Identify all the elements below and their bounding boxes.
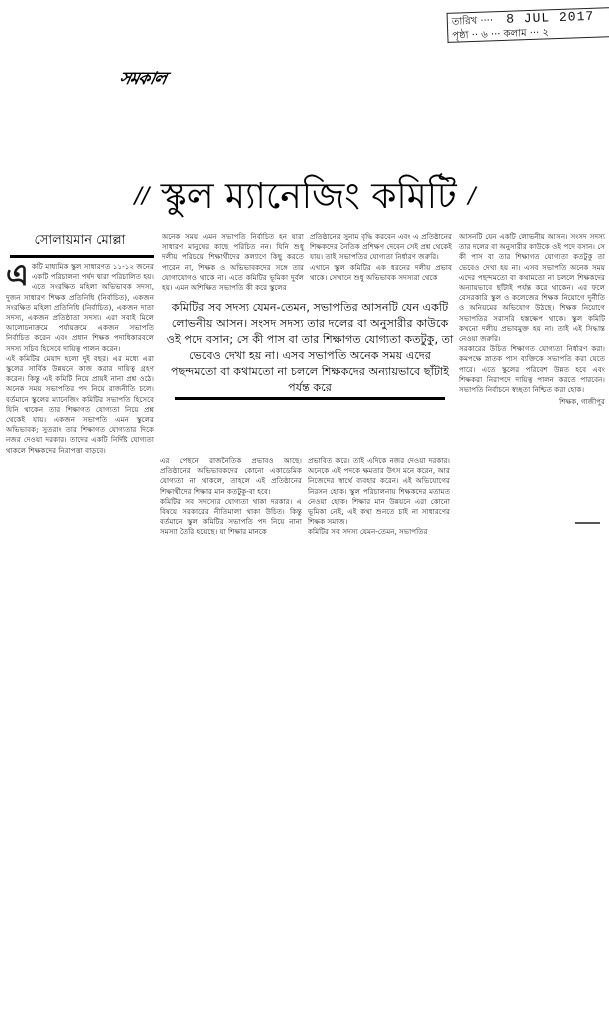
pull-quote-divider: [175, 397, 445, 400]
paragraph: একটি মাধ্যমিক স্কুল সাধারণত ১১-১২ জনের একটি পরিচালনা পর্ষদ দ্বারা পরিচালিত হয়। এতে সংরক্ষিত মহিলা অভিভাবক সদস্য, দুজন সাধারণ শিক্ষক প্রতিনিধি (নির্বাচিত), একজন সংরক্ষিত মহিলা প্রতিনিধি (নির্বাচিত), একজন দাতা সদস্য, একজন প্রতিষ্ঠাতা সদস্য। এরা সবাই মিলে আলোচনাক্রমে পর্যায়ক্রমে একজন সভাপতি নির্বাচিত করেন এবং প্রধান শিক্ষক পদাধিকারবলে সদস্য সচিব হিসেবে দায়িত্ব পালন করেন।: [6, 258, 154, 353]
article-column-3-top: [310, 232, 452, 283]
drop-cap: এ: [6, 258, 29, 293]
stamp-date-label: তারিখ: [451, 15, 478, 28]
paragraph: এখানে স্কুল কমিটির এক ধরনের দলীয় প্রভাব থাকে। সেখানে শুধু অভিভাবক সদস্যরা থেকে: [310, 262, 452, 282]
paragraph: এর পেছনে রাজনৈতিক প্রভাবও আছে। প্রতিষ্ঠানের অভিভাবকদের কোনো একাডেমিক যোগ্যতা না থাকলে, তাহলে এই প্রতিষ্ঠানের শিক্ষার্থীদের শিক্ষার মান কতটুকু-বা হবে।: [160, 456, 302, 496]
article-column-2-top: অনেক সময় এমন সভাপতি নির্বাচিত হন যারা সাধারণ মানুষের কাছে পরিচিত নন। যিনি শুধু দলীয় পরিচয়ে শিক্ষার্থীদের কল্যাণে কিছু করতে পারেন না, শিক্ষক ও অভিভাবকদের সঙ্গে তার যোগাযোগও থাকে না। এতে কমিটির ভূমিকা দুর্বল হয়। এমন অশিক্ষিত সভাপতি কী করে স্কুলের: [162, 232, 304, 293]
newspaper-masthead: সমকাল: [117, 69, 168, 89]
open-quote-mark: //: [134, 184, 150, 209]
stamp-page-label: পৃষ্ঠা: [452, 30, 469, 42]
stamp-column-value: ২: [542, 27, 550, 39]
paragraph: আসনটি যেন একটি লোভনীয় আসন। সংসদ সদস্য তার দলের বা অনুসারীর কাউকে ওই পদে বসান। সে কী পাস বা তার শিক্ষাগত যোগ্যতা কতটুকু তা ভেবেও দেখা হয় না। এসব সভাপতি অনেক সময় এদের পছন্দমতো বা কথামতো না চললে শিক্ষকদের অন্যায়ভাবে ছাঁটাই পর্যন্ত করে থাকেন। এর ফলে বেসরকারি স্কুল ও কলেজের শিক্ষক নিয়োগে দুর্নীতি ও অনিয়মের অভিযোগ উঠছে। শিক্ষক নিয়োগে সভাপতির সরাসরি হস্তক্ষেপ থাকে। স্কুল কমিটি কখনো দলীয় প্রভাবমুক্ত হয় না। তাই এই সিদ্ধান্ত নেওয়া জরুরি।: [459, 232, 605, 344]
paragraph: প্রতিষ্ঠানের সুনাম বৃদ্ধি করবেন এবং এ প্রতিষ্ঠানের শিক্ষকদের নৈতিক প্রশিক্ষণ দেবেন সেই প্রশ্ন থেকেই যায়। তাই সভাপতির যোগ্যতা নির্ধারণ জরুরি।: [310, 232, 452, 262]
byline-divider: [10, 255, 154, 258]
paragraph: কমিটির সব সদস্যের যোগ্যতা থাকা দরকার। এ বিষয়ে সরকারের নীতিমালা থাকা উচিত। কিন্তু বর্তমানে স্কুল কমিটির সভাপতি পদ নিয়ে নানা সমস্যা তৈরি হয়েছে। যা শিক্ষার মানকে: [160, 496, 302, 537]
author-signature: শিক্ষক, গাজীপুর: [559, 397, 605, 407]
article-column-3-bottom: [308, 456, 450, 538]
paragraph: সরকারের উচিত শিক্ষাগত যোগ্যতা নির্ধারণ করা। কমপক্ষে স্নাতক পাস ব্যক্তিকে সভাপতি করা যেতে পারে। এতে স্কুলের পরিবেশ উন্নত হবে এবং শিক্ষকরা নিরাপদে দায়িত্ব পালন করতে পারবেন। সভাপতি নির্বাচনে স্বচ্ছতা নিশ্চিত করা হোক।: [459, 344, 605, 395]
pull-quote: কমিটির সব সদস্য যেমন-তেমন, সভাপতির আসনটি যেন একটি লোভনীয় আসন। সংসদ সদস্য তার দলের বা অনুসারীর কাউকে ওই পদে বসান; সে কী পাস বা তার শিক্ষাগত যোগ্যতা কতটুকু, তা ভেবেও দেখা হয় না। এসব সভাপতি অনেক সময় এদের পছন্দমতো বা কথামতো না চললে শিক্ষকদের অন্যায়ভাবে ছাঁটাই পর্যন্ত করে: [166, 301, 454, 394]
stamp-column-label: কলাম: [503, 28, 527, 40]
column-end-mark: [575, 522, 600, 524]
stamp-date-value: 8 JUL 2017: [505, 8, 595, 27]
headline-text: স্কুল ম্যানেজিং কমিটি: [160, 176, 457, 217]
close-quote-mark: /: [468, 184, 476, 209]
author-byline: সোলায়মান মোল্লা: [34, 233, 126, 248]
article-column-4: [459, 232, 605, 407]
paragraph: কমিটির সব সদস্য যেমন-তেমন, সভাপতির: [308, 527, 428, 537]
article-column-2-bottom: [160, 456, 302, 538]
date-stamp: তারিখ ···· 8 JUL 2017 পৃষ্ঠা ·· ৬ ··· কলাম ··· ২: [447, 7, 609, 43]
paragraph: প্রভাবিত করে। তাই এদিকে নজর দেওয়া দরকার। অনেকে এই পদকে ক্ষমতার উৎস মনে করেন, আর নিজেদের স্বার্থে ব্যবহার করেন। এই অভিযোগের নিরসন হোক। স্কুল পরিচালনায় শিক্ষকদের মতামত নেওয়া হোক। শিক্ষার মান উন্নয়নে এরা কোনো ভূমিকা নেই, এই কথা শুনতে চাই না সাধারণের শিক্ষক সমাজ।: [308, 456, 450, 527]
paragraph: এই কমিটির মেয়াদ হলো দুই বছর। এর মধ্যে এরা স্কুলের সার্বিক উন্নয়নে কাজ করার দায়িত্ব গ্রহণ করেন। কিন্তু এই কমিটি নিয়ে প্রায়ই নানা প্রশ্ন ওঠে। অনেক সময় সভাপতির পদ নিয়ে রাজনীতি চলে। বর্তমানে স্কুলের ম্যানেজিং কমিটির সভাপতি হিসেবে যিনি থাকেন তার শিক্ষাগত যোগ্যতা নিয়ে প্রশ্ন থেকেই যায়। একজন সভাপতি এমন স্কুলের অভিভাবক; সুতরাং তার শিক্ষাগত যোগ্যতার দিকে নজর দেওয়া দরকার। তাদের একটি নির্দিষ্ট যোগ্যতা থাকলে শিক্ষকদের নিরাপত্তা বাড়বে।: [6, 353, 154, 455]
stamp-page-value: ৬: [481, 29, 488, 41]
article-headline: [120, 172, 490, 222]
article-column-1: [6, 258, 154, 456]
